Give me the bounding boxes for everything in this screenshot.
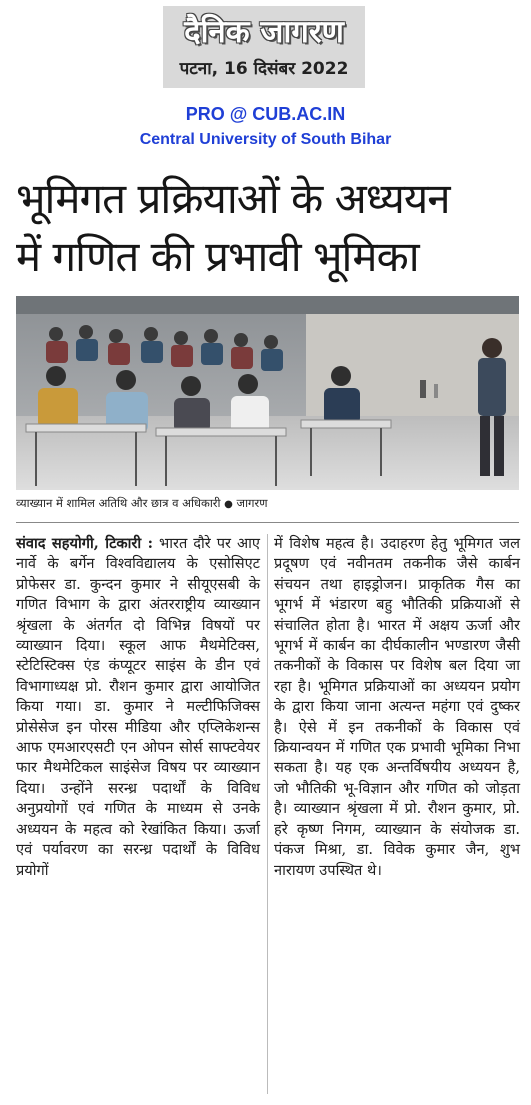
lecture-photo (16, 296, 519, 490)
article-dateline: संवाद सहयोगी, टिकारी : (16, 535, 153, 552)
article-column-2 (274, 534, 520, 881)
caption-divider (16, 522, 519, 523)
article-column-1 (16, 534, 260, 881)
edition-date: पटना, 16 दिसंबर 2022 (179, 59, 349, 79)
photo-caption-text: व्याख्यान में शामिल अतिथि और छात्र व अधिकारी (16, 496, 221, 510)
university-name: Central University of South Bihar (139, 131, 392, 148)
headline-line-1: भूमिगत प्रक्रियाओं के अध्ययन (16, 174, 450, 223)
newspaper-masthead (163, 6, 365, 88)
photo-caption (16, 496, 519, 511)
photo-credit: जागरण (236, 496, 268, 510)
newspaper-name: दैनिक जागरण (184, 14, 344, 50)
column-1-text: भारत दौरे पर आए नार्वे के बर्गेन विश्वविद्यालय के एसोसिएट प्रोफेसर डा. कुन्दन कुमार ने सीयूएसबी के गणित विभाग के द्वारा अंतरराष्ट्रीय व्याख्यान श्रृंखला के अंतर्गत दो विभिन्न विषयों पर व्याख्यान दिया। स्कूल आफ मैथमेटिक्स, स्टेटिस्टिक्स एंड कंप्यूटर साइंस के डीन एवं विभागाध्यक्ष प्रो. रौशन कुमार द्वारा आयोजित किया गया। डा. कुमार ने मल्टीफिजिक्स प्रोसेसेज इन पोरस मीडिया और एप्लिकेशन्स आफ एमआरएसटी एन ओपन सोर्स साफ्टवेयर फार मैथमेटिकल साइंसेज विषय पर व्याख्यान दिया। उन्होंने सरन्ध्र पदार्थों के विविध अनुप्रयोगों एवं गणित के माध्यम से उनके अध्ययन के महत्व को रेखांकित किया। ऊर्जा एवं पर्यावरण का सरन्ध्र पदार्थों के विविध प्रयोगों (16, 535, 260, 879)
bullet-icon: ● (224, 499, 233, 510)
pro-credit-line: PRO @ CUB.AC.IN (185, 104, 346, 124)
headline-line-2: में गणित की प्रभावी भूमिका (16, 232, 419, 281)
column-divider (267, 534, 268, 1094)
article-headline (16, 170, 521, 286)
column-2-text: में विशेष महत्व है। उदाहरण हेतु भूमिगत जल प्रदूषण एवं नवीनतम तकनीक जैसे कार्बन संचयन तथा हाइड्रोजन। प्राकृतिक गैस का भूगर्भ में भंडारण बहु भौतिकी प्रक्रियाओं से संचालित होता है। भारत में अक्षय ऊर्जा और भूगर्भ में कार्बन का दीर्घकालीन भण्डारण जैसी तकनीकों के विकास पर विशेष बल दिया जा रहा है। भूमिगत प्रक्रियाओं का अध्ययन प्रयोग के द्वारा किया जाना अत्यन्त महंगा एवं दुष्कर है। ऐसे में इन तकनीकों के विकास एवं क्रियान्वयन में गणित एक प्रभावी भूमिका निभा सकता है। यह एक अन्तर्विषयीय अध्ययन है, जो भौतिकी भू-विज्ञान और गणित को जोड़ता है। व्याख्यान श्रृंखला में प्रो. रौशन कुमार, प्रो. हरे कृष्ण निगम, व्याख्यान के संयोजक डा. पंकज मिश्रा, डा. विवेक कुमार जैन, शुभ नारायण उपस्थित थे। (274, 535, 520, 879)
